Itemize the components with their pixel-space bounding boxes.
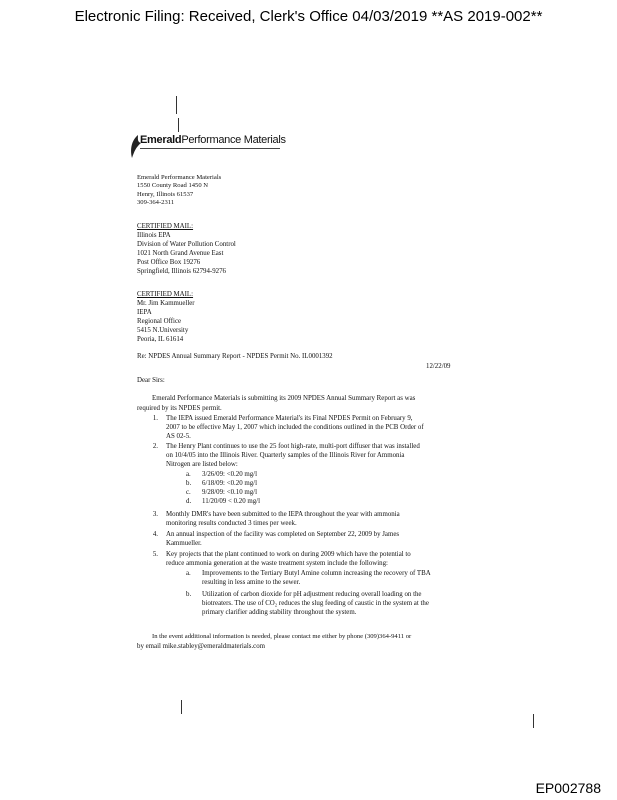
item-line: reduce ammonia generation at the waste treatment system include the following: xyxy=(166,560,388,567)
company-address-line: 1550 County Road 1450 N xyxy=(137,182,209,190)
item-number: 2. xyxy=(152,443,158,450)
item-line: monitoring results conducted 3 times per week. xyxy=(166,520,297,527)
sample-row: c. 9/28/09: <0.10 mg/l xyxy=(186,489,257,496)
item-line: The IEPA issued Emerald Performance Material's its Final NPDES Permit on February 9, xyxy=(166,415,413,422)
list-item xyxy=(166,414,424,441)
company-phone: 309-364-2311 xyxy=(137,199,175,207)
item-line: An annual inspection of the facility was completed on September 22, 2009 by James xyxy=(166,531,400,538)
recipient-box: Post Office Box 19276 xyxy=(137,259,201,266)
item-line: Monthly DMR's have been submitted to the IEPA throughout the year with ammonia xyxy=(166,511,400,518)
list-item xyxy=(166,510,400,528)
salutation: Dear Sirs: xyxy=(137,377,165,384)
logo-wordmark: EmeraldPerformance Materials xyxy=(140,134,286,146)
recipient-city: Springfield, Illinois 62794-9276 xyxy=(137,268,226,275)
scan-mark xyxy=(533,714,534,728)
item-line: Kammueller. xyxy=(166,540,202,547)
item-number: 1. xyxy=(152,415,158,422)
subject-line: Re: NPDES Annual Summary Report - NPDES Permit No. IL0001392 xyxy=(137,353,333,360)
sample-list xyxy=(186,470,260,506)
item-number: 4. xyxy=(152,531,158,538)
recipient-block-regional xyxy=(137,290,195,344)
project-line: Utilization of carbon dioxide for pH adjustment reducing overall loading on the xyxy=(202,591,422,598)
recipient-block-epa xyxy=(137,222,236,276)
item-line: Key projects that the plant continued to work on during 2009 which have the potential to xyxy=(166,551,411,558)
intro-line: Emerald Performance Materials is submitting its 2009 NPDES Annual Summary Report as was xyxy=(152,395,416,402)
certified-mail-label: CERTIFIED MAIL: xyxy=(137,223,194,230)
sample-row: b. 6/18/09: <0.20 mg/l xyxy=(186,480,257,487)
closing-line: by email mike.stabley@emeraldmaterials.com xyxy=(137,643,266,650)
recipient-office: Regional Office xyxy=(137,318,182,325)
scan-mark xyxy=(181,700,182,714)
project-line: biotreaters. The use of CO₂ reduces the slug feeding of caustic in the system at the xyxy=(202,600,429,607)
recipient-division: Division of Water Pollution Control xyxy=(137,241,236,248)
item-line: The Henry Plant continues to use the 25 foot high-rate, multi-port diffuser that was installed xyxy=(166,443,420,450)
item-line: 2007 to be effective May 1, 2007 which included the conditions outlined in the PCB Order of xyxy=(166,424,424,431)
company-logo xyxy=(128,132,288,162)
letter-date: 12/22/09 xyxy=(426,363,451,370)
recipient-street: 5415 N.University xyxy=(137,327,189,334)
recipient-org: Illinois EPA xyxy=(137,232,171,239)
project-line: primary clarifier adding stability throughout the system. xyxy=(202,609,357,616)
item-number: 3. xyxy=(152,511,158,518)
list-item xyxy=(166,550,411,568)
logo-rule xyxy=(140,148,280,149)
company-address-block xyxy=(137,174,221,208)
intro-line: required by its NPDES permit. xyxy=(137,405,222,412)
item-line: Nitrogen are listed below: xyxy=(166,461,238,468)
recipient-org: IEPA xyxy=(137,309,152,316)
company-name: Emerald Performance Materials xyxy=(137,174,222,181)
filing-header: Electronic Filing: Received, Clerk's Office 04/03/2019 **AS 2019-002** xyxy=(74,8,543,25)
sample-row: d. 11/20/09 < 0.20 mg/l xyxy=(186,498,260,505)
list-item xyxy=(166,530,399,548)
recipient-street: 1021 North Grand Avenue East xyxy=(137,250,224,257)
company-city-line: Henry, Illinois 61537 xyxy=(137,190,194,198)
certified-mail-label: CERTIFIED MAIL: xyxy=(137,291,194,298)
project-line: Improvements to the Tertiary Butyl Amine column increasing the recovery of TBA xyxy=(202,570,431,577)
list-item xyxy=(166,442,420,469)
recipient-city: Peoria, IL 61614 xyxy=(137,336,184,343)
item-number: 5. xyxy=(152,551,158,558)
scan-mark xyxy=(178,118,179,132)
document-id: EP002788 xyxy=(535,780,601,796)
project-line: resulting in less amine to the sewer. xyxy=(202,579,301,586)
sample-row: a. 3/26/09: <0.20 mg/l xyxy=(186,471,257,478)
item-line: on 10/4/05 into the Illinois River. Quarterly samples of the Illinois River for Ammonia xyxy=(166,452,405,459)
recipient-name: Mr. Jim Kammueller xyxy=(137,300,195,307)
scan-mark xyxy=(176,96,177,114)
closing-line: In the event additional information is needed, please contact me either by phone (309)364-9411 or xyxy=(152,633,412,640)
item-line: AS 02-5. xyxy=(166,433,191,440)
